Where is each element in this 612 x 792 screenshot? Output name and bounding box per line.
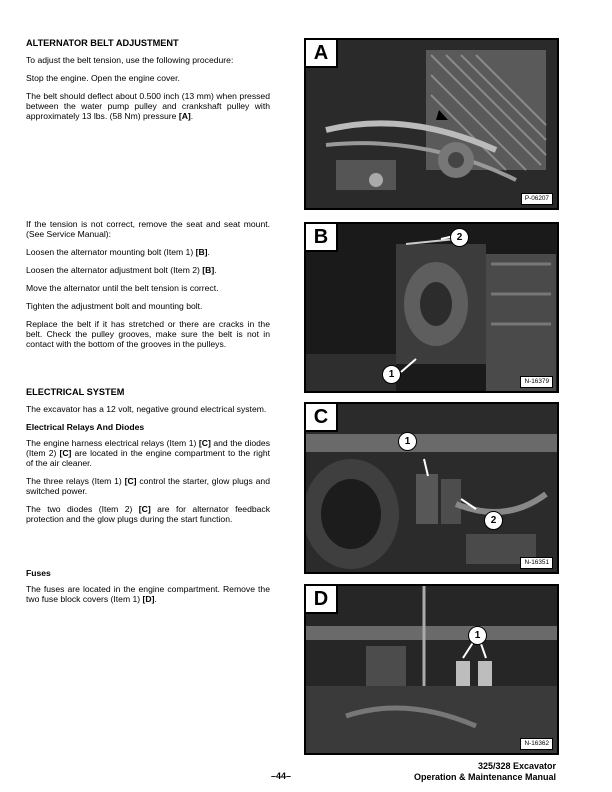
page-number: –44– — [271, 771, 292, 781]
tension-p6: Replace the belt if it has stretched or there are cracks in the belt. Check the pulley grooves, make sure the belt is not in contact with the bottom of the grooves in the pulleys. — [26, 319, 270, 349]
photo-b-callout-1: 1 — [382, 365, 401, 384]
tension-p3: Loosen the alternator adjustment bolt (Item 2) [B]. — [26, 265, 217, 275]
alternator-p1: To adjust the belt tension, use the following procedure: — [26, 55, 234, 65]
photo-d — [304, 584, 559, 755]
relays-subheading: Electrical Relays And Diodes — [26, 422, 145, 432]
photo-c-callout-2: 2 — [484, 511, 503, 530]
fuses-heading: Fuses — [26, 568, 51, 578]
electrical-p2: The engine harness electrical relays (Item 1) [C] and the diodes (Item 2) [C] are located in the engine compartment to the right of the air cleaner. — [26, 438, 271, 468]
photo-d-callout-1: 1 — [468, 626, 487, 645]
electrical-heading: ELECTRICAL SYSTEM — [26, 387, 125, 397]
photo-a — [304, 38, 559, 210]
alternator-heading: ALTERNATOR BELT ADJUSTMENT — [26, 38, 179, 48]
photo-c-image — [306, 404, 557, 572]
photo-b-image — [306, 224, 557, 391]
photo-c-callout-1: 1 — [398, 432, 417, 451]
photo-b-letter: B — [306, 224, 338, 252]
photo-b-ref: N-16379 — [520, 376, 553, 388]
electrical-p3: The three relays (Item 1) [C] control the starter, glow plugs and switched power. — [26, 476, 270, 496]
electrical-p1: The excavator has a 12 volt, negative ground electrical system. — [26, 404, 267, 414]
photo-d-image — [306, 586, 557, 753]
tension-p1: If the tension is not correct, remove the seat and seat mount. (See Service Manual): — [26, 219, 270, 239]
tension-section — [26, 219, 270, 357]
photo-a-ref: P-06207 — [521, 193, 553, 205]
electrical-p4: The two diodes (Item 2) [C] are for alternator feedback protection and the glow plugs during the start function. — [26, 504, 271, 524]
tension-p5: Tighten the adjustment bolt and mounting bolt. — [26, 301, 203, 311]
fuses-section — [26, 568, 270, 612]
alternator-p3: The belt should deflect about 0.500 inch (13 mm) when pressed between the water pump pulley and crankshaft pulley with approximately 13 lbs. (58 Nm) pressure [A]. — [26, 91, 270, 121]
photo-b — [304, 222, 559, 393]
photo-c-ref: N-16351 — [520, 557, 553, 569]
photo-c-letter: C — [306, 404, 338, 432]
tension-p2: Loosen the alternator mounting bolt (Item 1) [B]. — [26, 247, 210, 257]
fuses-p1: The fuses are located in the engine compartment. Remove the two fuse block covers (Item 1) [D]. — [26, 584, 270, 604]
photo-a-letter: A — [306, 40, 338, 68]
photo-d-ref: N-16362 — [520, 738, 553, 750]
photo-a-image — [306, 40, 557, 208]
alternator-section — [26, 38, 270, 129]
manual-name: Operation & Maintenance Manual — [413, 772, 556, 782]
manual-title — [414, 761, 556, 783]
photo-d-letter: D — [306, 586, 338, 614]
manual-model: 325/328 Excavator — [477, 761, 556, 771]
photo-c — [304, 402, 559, 574]
photo-b-callout-2: 2 — [450, 228, 469, 247]
tension-p4: Move the alternator until the belt tension is correct. — [26, 283, 219, 293]
electrical-section — [26, 387, 270, 532]
alternator-p2: Stop the engine. Open the engine cover. — [26, 73, 180, 83]
